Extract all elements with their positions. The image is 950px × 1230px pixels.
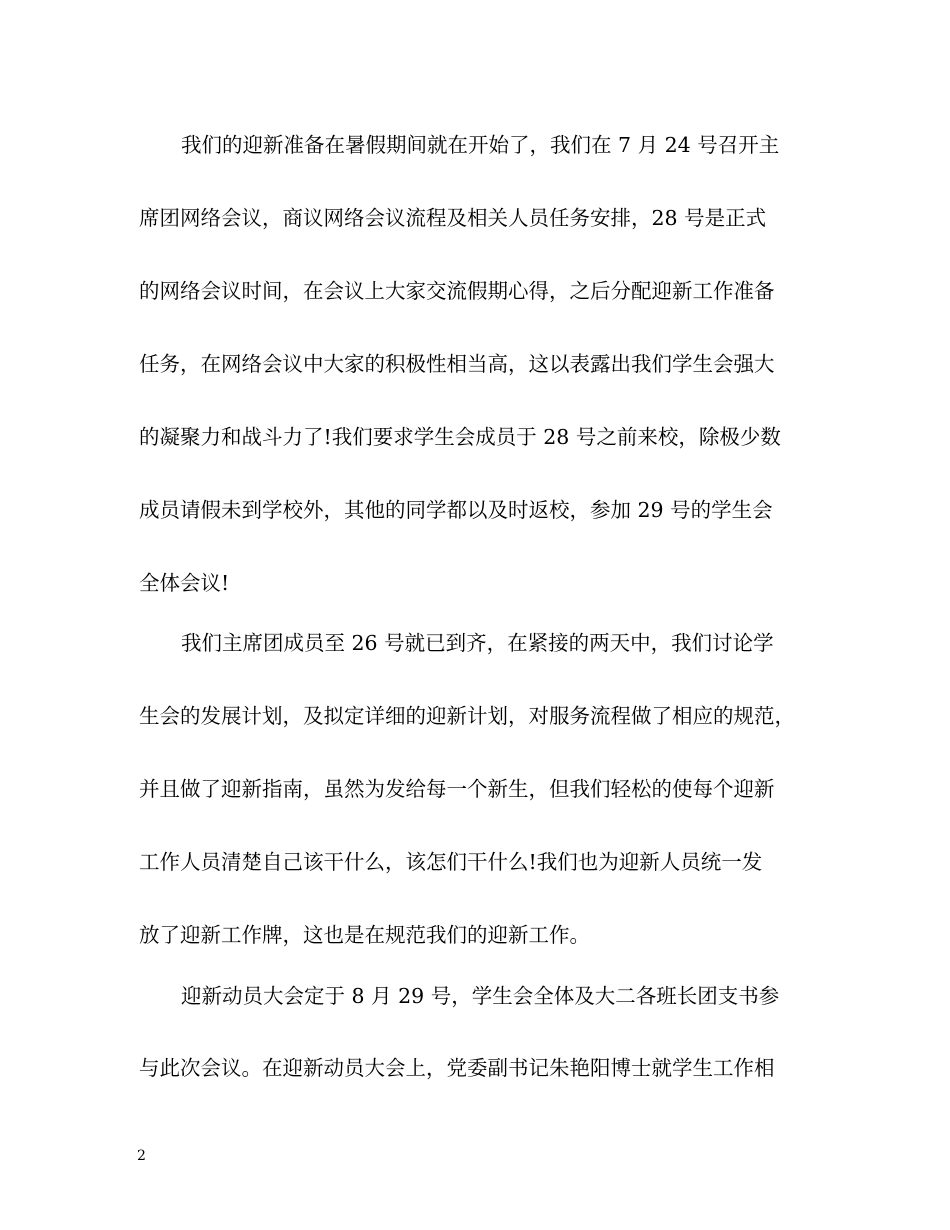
page-number: 2 [137,1148,146,1164]
paragraph-3-line-1: 迎新动员大会定于 8 月 29 号，学生会全体及大二各班长团支书参 [181,984,780,1008]
paragraph-2-line-1: 我们主席团成员至 26 号就已到齐，在紧接的两天中，我们讨论学 [181,631,774,655]
paragraph-1-line-4: 任务，在网络会议中大家的积极性相当高，这以表露出我们学生会强大 [139,352,775,376]
paragraph-2-line-3: 并且做了迎新指南，虽然为发给每一个新生，但我们轻松的使每个迎新 [139,777,775,801]
paragraph-2-line-2: 生会的发展计划，及拟定详细的迎新计划，对服务流程做了相应的规范， [139,704,795,728]
paragraph-1-line-6: 成员请假未到学校外，其他的同学都以及时返校，参加 29 号的学生会 [139,498,773,522]
paragraph-1-line-2: 席团网络会议，商议网络会议流程及相关人员任务安排，28 号是正式 [139,206,767,230]
paragraph-2-line-5: 放了迎新工作牌，这也是在规范我们的迎新工作。 [139,923,590,947]
paragraph-3-line-2: 与此次会议。在迎新动员大会上，党委副书记朱艳阳博士就学生工作相 [139,1056,775,1080]
paragraph-1-line-1: 我们的迎新准备在暑假期间就在开始了，我们在 7 月 24 号召开主 [181,133,780,157]
paragraph-1-line-7: 全体会议! [139,571,230,595]
paragraph-2-line-4: 工作人员清楚自己该干什么，该怎们干什么!我们也为迎新人员统一发 [139,850,763,874]
paragraph-1-line-5: 的凝聚力和战斗力了!我们要求学生会成员于 28 号之前来校，除极少数 [139,425,781,449]
paragraph-1-line-3: 的网络会议时间，在会议上大家交流假期心得，之后分配迎新工作准备 [139,279,775,303]
